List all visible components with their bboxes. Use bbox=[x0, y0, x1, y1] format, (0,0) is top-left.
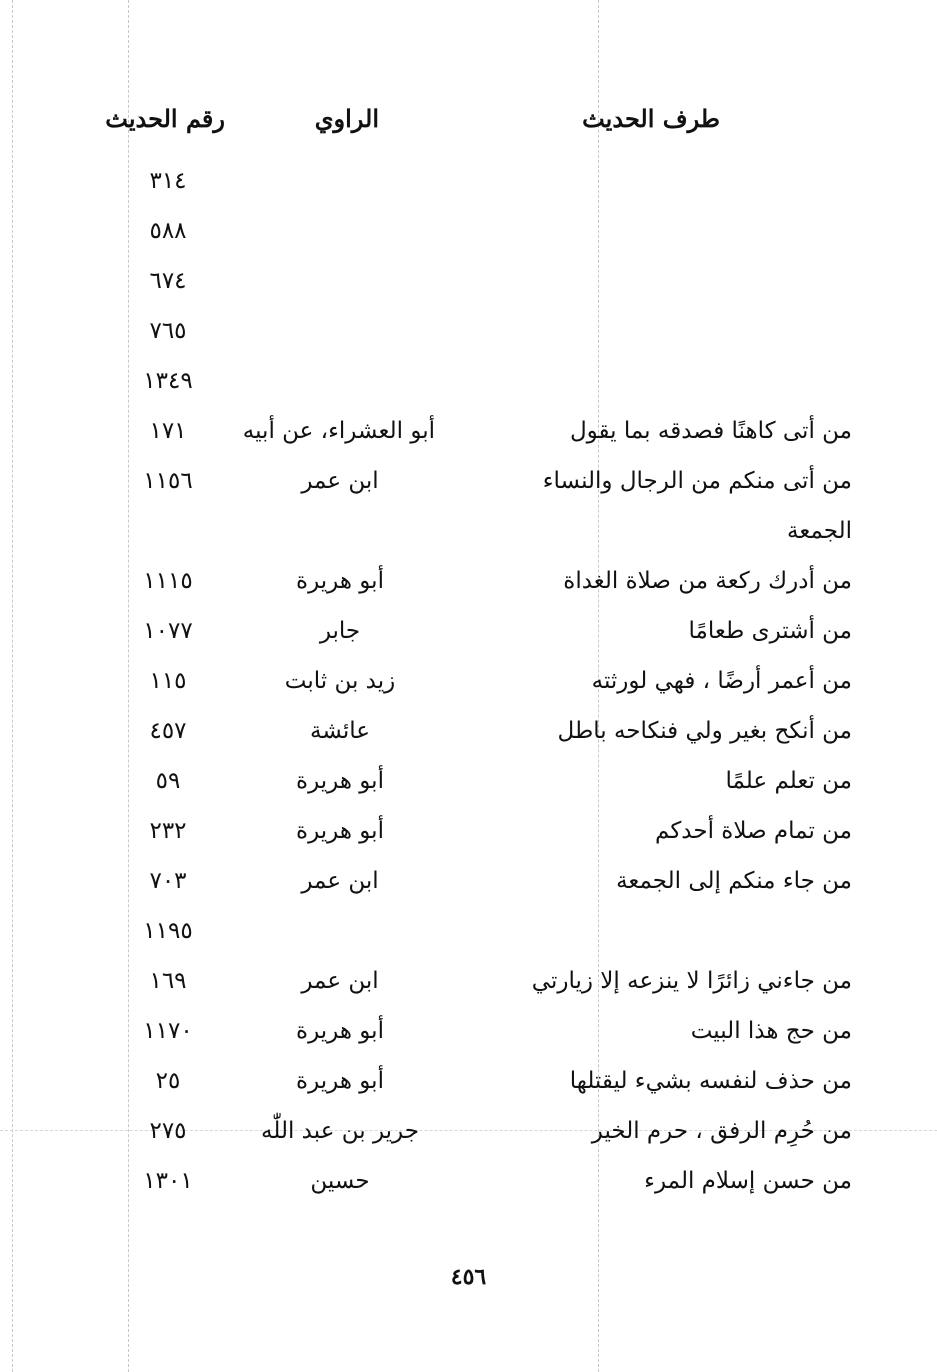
narrator: ابن عمر bbox=[301, 868, 379, 894]
hadith-start: من أتى كاهنًا فصدقه بما يقول bbox=[569, 418, 852, 444]
hadith-start: من أدرك ركعة من صلاة الغداة bbox=[563, 568, 852, 594]
header-narrator: الراوي bbox=[314, 104, 379, 133]
hadith-start: من حُرِم الرفق ، حرم الخير bbox=[591, 1118, 852, 1144]
hadith-number: ١٣٠١ bbox=[143, 1168, 193, 1194]
table-row bbox=[0, 758, 937, 808]
hadith-number: ١٠٧٧ bbox=[143, 618, 193, 644]
hadith-start: من تعلم علمًا bbox=[725, 768, 852, 794]
hadith-number: ٣١٤ bbox=[149, 168, 187, 194]
hadith-start: من أشترى طعامًا bbox=[688, 618, 852, 644]
table-row bbox=[0, 158, 937, 208]
table-row bbox=[0, 958, 937, 1008]
narrator: أبو هريرة bbox=[296, 568, 384, 594]
hadith-number: ٥٩ bbox=[155, 768, 181, 794]
table-row bbox=[0, 558, 937, 608]
hadith-number: ٤٥٧ bbox=[149, 718, 187, 744]
narrator: أبو هريرة bbox=[296, 1018, 384, 1044]
narrator: عائشة bbox=[310, 718, 370, 744]
hadith-start: من أعمر أرضًا ، فهي لورثته bbox=[591, 668, 852, 694]
narrator: جرير بن عبد اللّٰه bbox=[261, 1118, 419, 1144]
hadith-number: ١٧١ bbox=[149, 418, 187, 444]
narrator: جابر bbox=[319, 618, 361, 644]
narrator: أبو العشراء، عن أبيه bbox=[242, 418, 435, 444]
table-row bbox=[0, 708, 937, 758]
hadith-number: ١١٥ bbox=[149, 668, 187, 694]
narrator: أبو هريرة bbox=[296, 818, 384, 844]
table-row bbox=[0, 908, 937, 958]
table-row bbox=[0, 358, 937, 408]
table-row bbox=[0, 1158, 937, 1208]
narrator: ابن عمر bbox=[301, 468, 379, 494]
hadith-index-table bbox=[0, 158, 937, 1208]
hadith-number: ٢٧٥ bbox=[149, 1118, 187, 1144]
header-hadith-start: طرف الحديث bbox=[582, 104, 720, 133]
hadith-start: من حسن إسلام المرء bbox=[644, 1168, 852, 1194]
table-row bbox=[0, 1058, 937, 1108]
page-number: ٤٥٦ bbox=[450, 1264, 487, 1290]
hadith-start: من أنكح بغير ولي فنكاحه باطل bbox=[557, 718, 852, 744]
table-row bbox=[0, 1008, 937, 1058]
hadith-start: من تمام صلاة أحدكم bbox=[655, 818, 852, 844]
hadith-number: ٢٣٢ bbox=[149, 818, 187, 844]
narrator: أبو هريرة bbox=[296, 768, 384, 794]
hadith-number: ٧٦٥ bbox=[149, 318, 187, 344]
hadith-number: ٦٧٤ bbox=[149, 268, 187, 294]
table-row bbox=[0, 258, 937, 308]
hadith-start: من حج هذا البيت bbox=[690, 1018, 852, 1044]
hadith-number: ١٦٩ bbox=[149, 968, 187, 994]
hadith-number: ١١٩٥ bbox=[143, 918, 193, 944]
hadith-start: من جاءني زائرًا لا ينزعه إلا زيارتي bbox=[531, 968, 852, 994]
hadith-number: ١١٧٠ bbox=[143, 1018, 193, 1044]
table-row bbox=[0, 858, 937, 908]
table-row bbox=[0, 1108, 937, 1158]
table-row bbox=[0, 658, 937, 708]
hadith-number: ١١٥٦ bbox=[143, 468, 193, 494]
table-row bbox=[0, 408, 937, 458]
hadith-start: من حذف لنفسه بشيء ليقتلها bbox=[569, 1068, 852, 1094]
table-row bbox=[0, 458, 937, 508]
table-row bbox=[0, 508, 937, 558]
hadith-number: ٥٨٨ bbox=[149, 218, 187, 244]
narrator: زيد بن ثابت bbox=[284, 668, 396, 694]
hadith-start: الجمعة bbox=[787, 518, 852, 544]
hadith-start: من أتى منكم من الرجال والنساء bbox=[542, 468, 852, 494]
hadith-number: ١١١٥ bbox=[143, 568, 193, 594]
hadith-number: ٢٥ bbox=[155, 1068, 181, 1094]
header-hadith-number: رقم الحديث bbox=[105, 104, 225, 133]
table-row bbox=[0, 208, 937, 258]
table-row bbox=[0, 608, 937, 658]
table-row bbox=[0, 808, 937, 858]
table-header bbox=[0, 104, 937, 144]
narrator: ابن عمر bbox=[301, 968, 379, 994]
table-row bbox=[0, 308, 937, 358]
hadith-number: ١٣٤٩ bbox=[143, 368, 193, 394]
hadith-number: ٧٠٣ bbox=[149, 868, 187, 894]
narrator: حسين bbox=[310, 1168, 370, 1194]
narrator: أبو هريرة bbox=[296, 1068, 384, 1094]
hadith-start: من جاء منكم إلى الجمعة bbox=[616, 868, 852, 894]
